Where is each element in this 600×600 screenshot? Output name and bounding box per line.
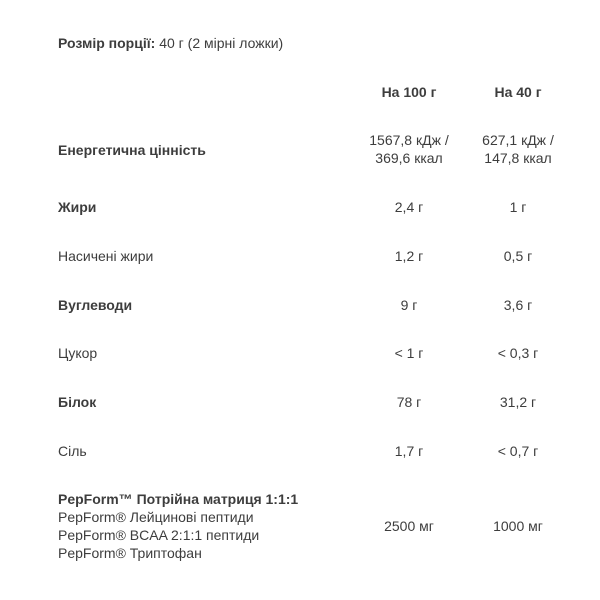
value-line: 1567,8 кДж / [369, 132, 449, 148]
column-header-per-100g: На 100 г [381, 84, 437, 100]
row-value-per-100g: 78 г [396, 394, 422, 410]
row-label: Білок [58, 394, 97, 410]
serving-size-label: Розмір порції: [58, 35, 156, 51]
row-value-per-40g: 1000 мг [493, 518, 543, 534]
row-label: Насичені жири [58, 248, 154, 264]
value-line: 369,6 ккал [375, 150, 443, 166]
row-value-per-100g: < 1 г [394, 345, 424, 361]
row-value-per-100g: 1,7 г [394, 443, 424, 459]
row-label: Жири [58, 199, 97, 215]
row-value-per-40g: < 0,3 г [497, 345, 539, 361]
row-value-per-40g: 3,6 г [503, 297, 533, 313]
matrix-title: PepForm™ Потрійна матриця 1:1:1 [58, 491, 299, 507]
row-label: Енергетична цінність [58, 142, 206, 158]
row-label [58, 490, 298, 562]
row-label: Вуглеводи [58, 297, 133, 313]
row-value-per-40g: < 0,7 г [497, 443, 539, 459]
row-value-per-40g: 31,2 г [499, 394, 537, 410]
value-line: 627,1 кДж / [482, 132, 554, 148]
row-value-per-40g: 1 г [509, 199, 527, 215]
row-value-per-100g: 9 г [400, 297, 418, 313]
row-value-per-100g [349, 131, 469, 167]
serving-size-value: 40 г (2 мірні ложки) [155, 35, 284, 51]
row-label: Цукор [58, 345, 98, 361]
matrix-line: PepForm® Триптофан [58, 545, 202, 561]
serving-size [58, 34, 283, 52]
row-value-per-100g: 2500 мг [384, 518, 434, 534]
row-value-per-40g: 0,5 г [503, 248, 533, 264]
matrix-line: PepForm® Лейцинові пептиди [58, 509, 254, 525]
matrix-line: PepForm® BCAA 2:1:1 пептиди [58, 527, 260, 543]
row-value-per-100g: 1,2 г [394, 248, 424, 264]
row-value-per-40g [458, 131, 578, 167]
row-label: Сіль [58, 443, 87, 459]
row-value-per-100g: 2,4 г [394, 199, 424, 215]
column-header-per-40g: На 40 г [494, 84, 542, 100]
value-line: 147,8 ккал [484, 150, 552, 166]
